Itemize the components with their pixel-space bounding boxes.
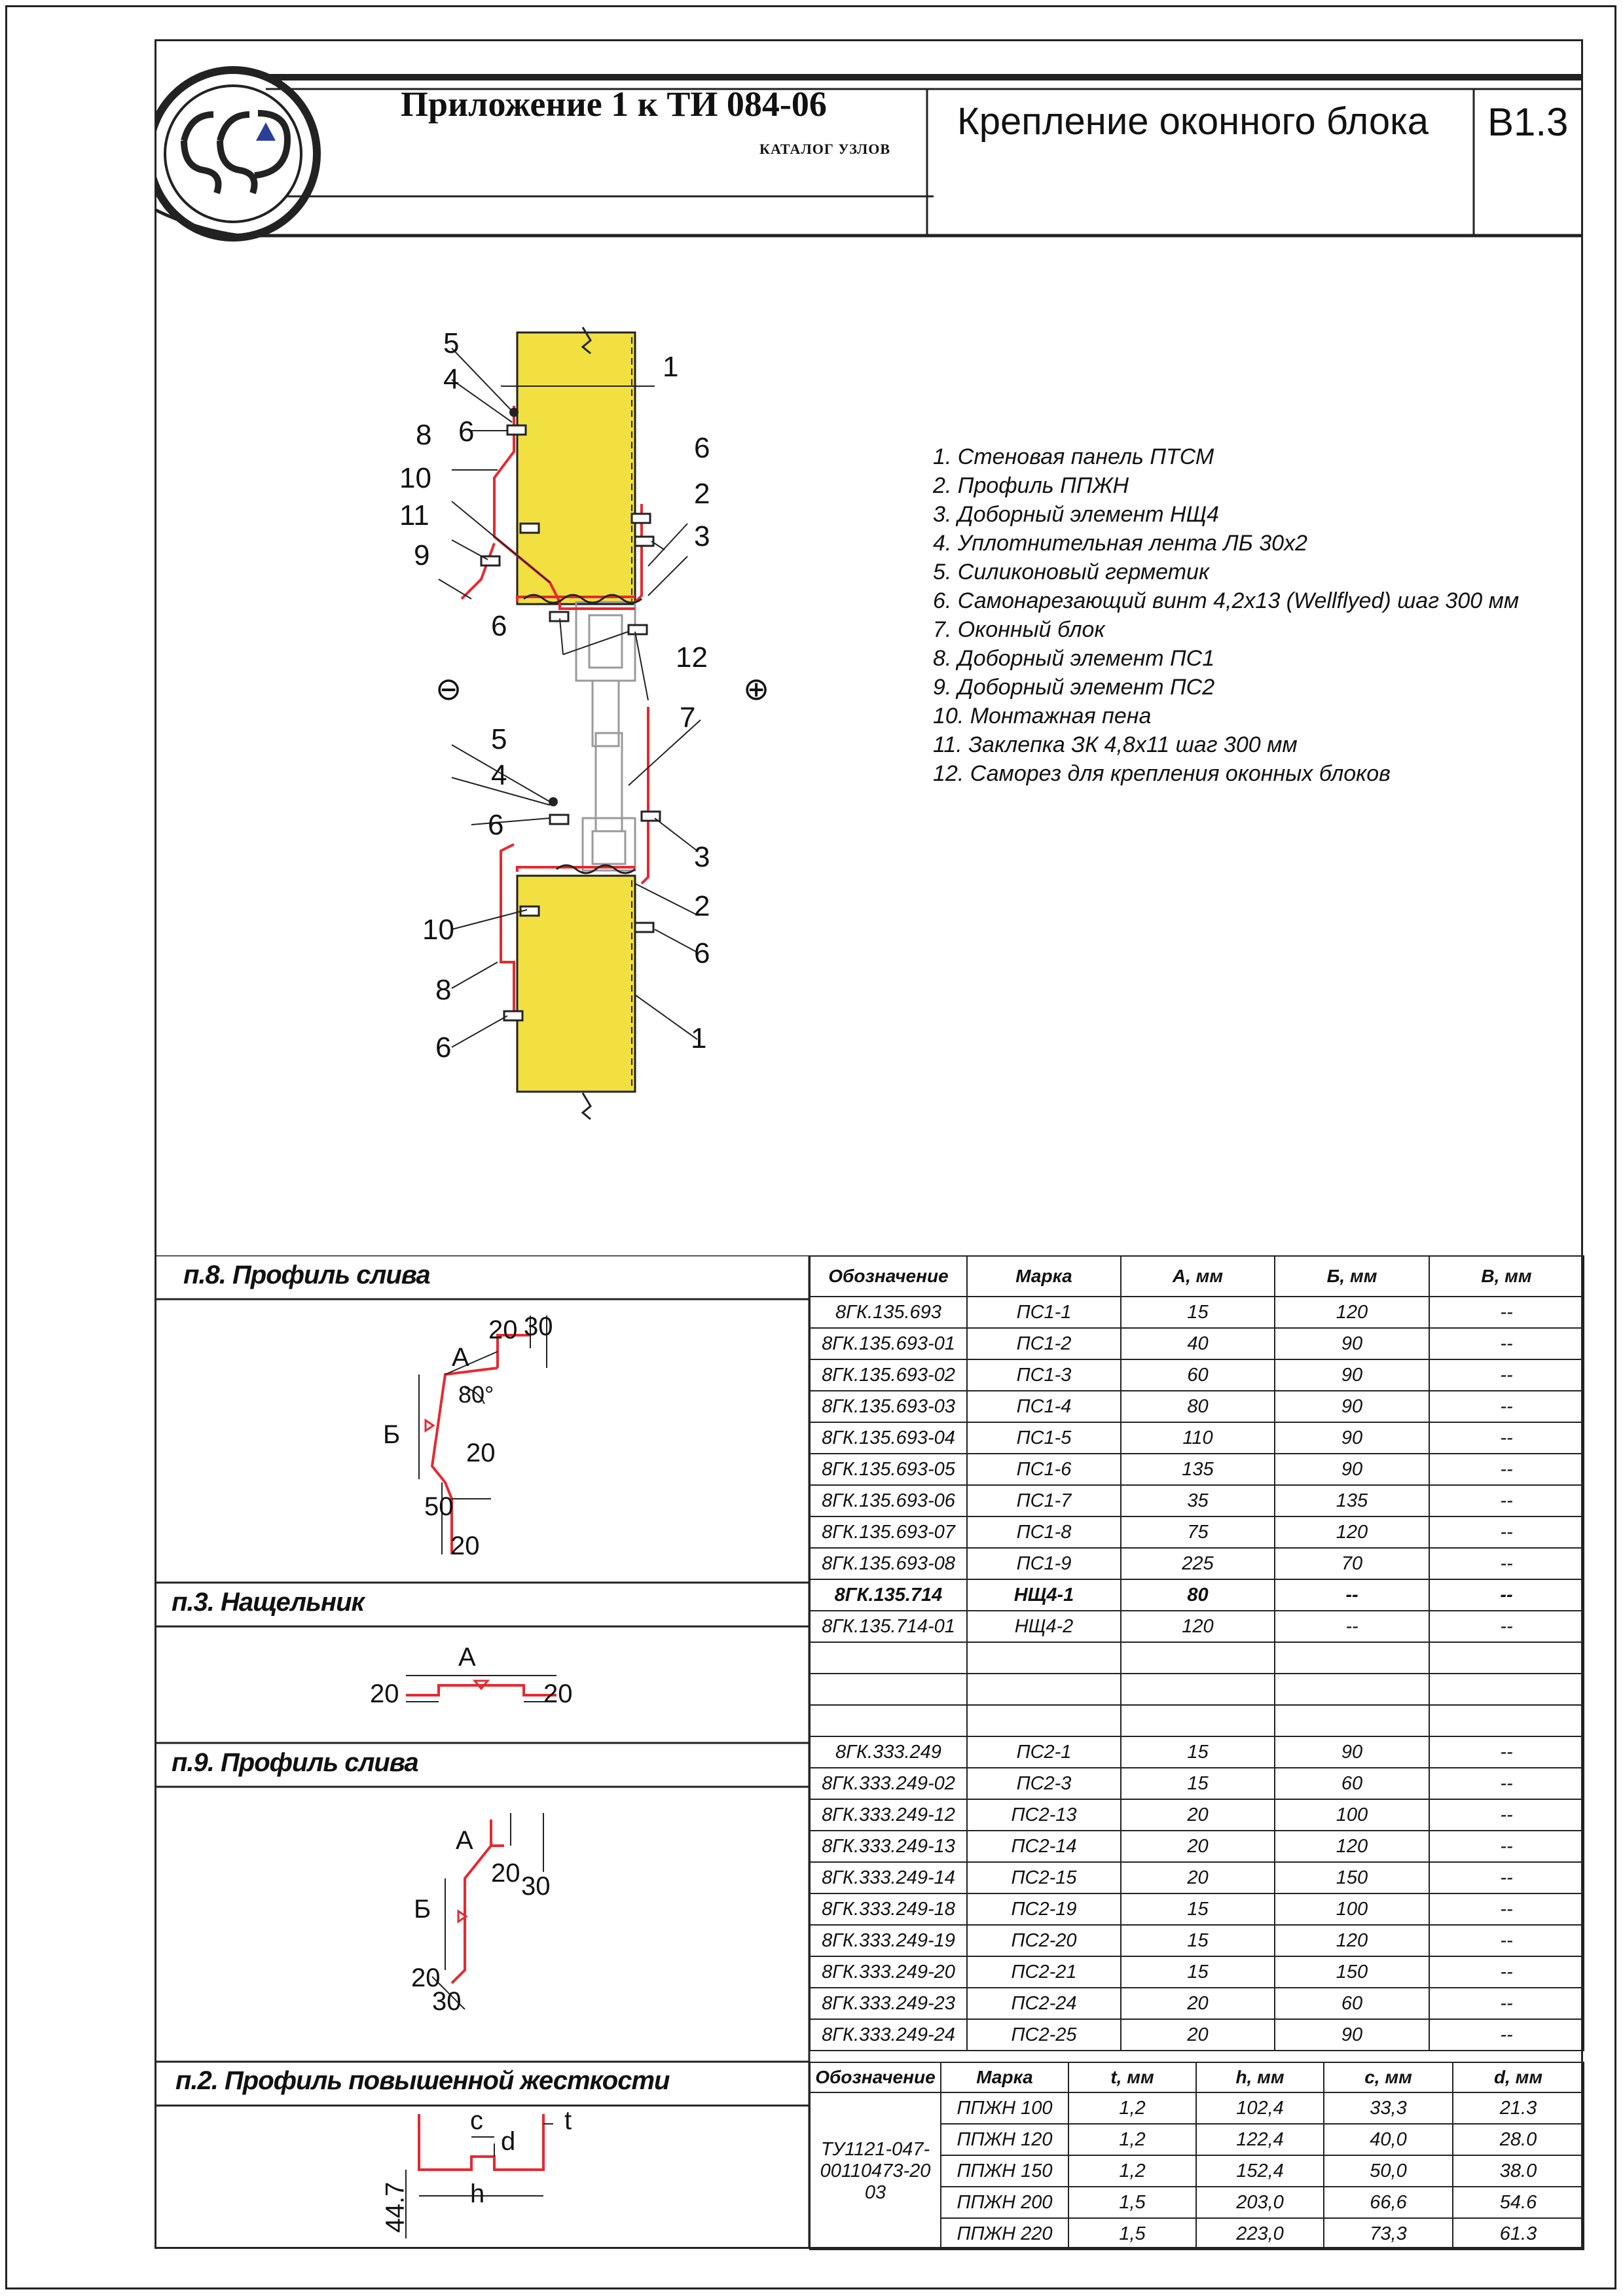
col-header: Марка [967, 1256, 1121, 1297]
table-cell: 1,2 [1068, 2092, 1196, 2124]
table-row [810, 1736, 1584, 1768]
table-cell: -- [1429, 1831, 1584, 1862]
table-cell: 223,0 [1196, 2218, 1324, 2250]
table-cell: -- [1429, 1862, 1584, 1893]
table-cell [1429, 1642, 1584, 1674]
dim-t: t [564, 2106, 572, 2135]
table-cell: 110 [1121, 1422, 1275, 1454]
col-header: Марка [941, 2062, 1068, 2092]
col-header: Обозначение [810, 2062, 941, 2092]
table-cell: 8ГК.135.693-06 [810, 1485, 967, 1516]
dim-20: 20 [450, 1532, 480, 1560]
window-block [576, 602, 635, 870]
table-cell: 8ГК.333.249-23 [810, 1988, 967, 2019]
callout-label: 9 [414, 539, 430, 571]
node-name: Крепление оконного блока [957, 100, 1429, 143]
table-cell: ПС1-5 [967, 1422, 1121, 1454]
table-cell: 100 [1275, 1893, 1429, 1925]
table-cell: 90 [1275, 1328, 1429, 1359]
callout-label: 3 [694, 520, 710, 552]
table-cell: 90 [1275, 1422, 1429, 1454]
table-cell: -- [1429, 1422, 1584, 1454]
table-cell: ПС2-19 [967, 1893, 1121, 1925]
table-cell: -- [1429, 2019, 1584, 2051]
table-cell: 15 [1121, 1893, 1275, 1925]
table-cell [967, 1642, 1121, 1674]
table-cell: 150 [1275, 1956, 1429, 1988]
dim-20: 20 [411, 1964, 441, 1992]
table-cell [1121, 1674, 1275, 1705]
legend-item: 3. Доборный элемент НЩ4 [933, 502, 1219, 527]
legend-item: 5. Силиконовый герметик [933, 560, 1209, 584]
table-cell: ПС2-24 [967, 1988, 1121, 2019]
dim-a: А [458, 1643, 476, 1672]
table-cell: 60 [1275, 1768, 1429, 1799]
catalog-subtitle: КАТАЛОГ УЗЛОВ [759, 141, 891, 157]
callout-label: 6 [488, 809, 504, 841]
table-cell: 203,0 [1196, 2187, 1324, 2218]
legend-item: 12. Саморез для крепления оконных блоков [933, 761, 1391, 786]
table-cell: 225 [1121, 1548, 1275, 1579]
table-row [810, 1422, 1584, 1454]
dim-20: 20 [466, 1439, 496, 1467]
table-cell: ППЖН 220 [941, 2218, 1068, 2250]
dim-a: А [452, 1343, 469, 1372]
table-cell: -- [1429, 1988, 1584, 2019]
section-title-ps1: п.8. Профиль слива [183, 1261, 430, 1289]
callout-label: 2 [694, 890, 710, 922]
dim-c: c [470, 2106, 483, 2135]
table-cell [967, 1674, 1121, 1705]
table-row [810, 1454, 1584, 1485]
callout-label: 7 [680, 702, 696, 734]
table-cell: 28.0 [1453, 2124, 1584, 2155]
table-cell: 73,3 [1324, 2218, 1453, 2250]
table-cell: ППЖН 150 [941, 2155, 1068, 2187]
table-cell: ПС1-3 [967, 1359, 1121, 1391]
legend-item: 10. Монтажная пена [933, 704, 1152, 728]
table-cell: ПС1-2 [967, 1328, 1121, 1359]
callout-label: 1 [691, 1022, 707, 1054]
table-cell: 120 [1275, 1297, 1429, 1328]
legend-item: 2. Профиль ППЖН [933, 473, 1129, 498]
table-cell: 54.6 [1453, 2187, 1584, 2218]
dim-44-7: 44.7 [380, 2181, 410, 2233]
table-cell: 8ГК.135.714 [810, 1579, 967, 1611]
col-header: Б, мм [1275, 1256, 1429, 1297]
table-cell: 15 [1121, 1768, 1275, 1799]
table-cell: -- [1429, 1956, 1584, 1988]
table-cell: ПС1-9 [967, 1548, 1121, 1579]
section-title-ps2: п.9. Профиль слива [172, 1748, 418, 1777]
table-cell: -- [1429, 1328, 1584, 1359]
ppzhn-spec-table [809, 2062, 1584, 2250]
table-cell: 8ГК.135.693-04 [810, 1422, 967, 1454]
sheet-code: В1.3 [1487, 100, 1569, 144]
table-cell: 90 [1275, 2019, 1429, 2051]
table-cell: 90 [1275, 1736, 1429, 1768]
table-cell: 100 [1275, 1799, 1429, 1831]
col-header: Обозначение [810, 1256, 967, 1297]
callout-label: 3 [694, 841, 710, 873]
table-cell: НЩ4-2 [967, 1611, 1121, 1642]
section-title-nsh4: п.3. Нащельник [172, 1588, 364, 1617]
table-cell: 8ГК.135.693-07 [810, 1516, 967, 1548]
table-row [810, 2019, 1584, 2051]
callout-label: 6 [491, 610, 507, 642]
table-row [810, 1642, 1584, 1674]
table-cell: 135 [1275, 1485, 1429, 1516]
callout-label: 12 [676, 641, 708, 673]
table-cell: 80 [1121, 1579, 1275, 1611]
nsh4-profile-sketch [367, 1649, 615, 1715]
table-cell: -- [1275, 1611, 1429, 1642]
table-row [810, 1705, 1584, 1736]
table-cell: 8ГК.135.693-03 [810, 1391, 967, 1422]
title-underline [155, 209, 1583, 236]
table-cell: -- [1429, 1297, 1584, 1328]
table-cell: 150 [1275, 1862, 1429, 1893]
dim-b: Б [383, 1420, 401, 1449]
table-cell: -- [1429, 1768, 1584, 1799]
table-row [810, 1768, 1584, 1799]
table-cell: 15 [1121, 1297, 1275, 1328]
dim-20: 20 [543, 1679, 573, 1708]
table-cell: 8ГК.135.693-08 [810, 1548, 967, 1579]
table-cell: -- [1429, 1925, 1584, 1956]
table-row [810, 1831, 1584, 1862]
table-cell: 8ГК.333.249-20 [810, 1956, 967, 1988]
callout-label: 6 [694, 432, 710, 464]
table-cell: 8ГК.333.249-02 [810, 1768, 967, 1799]
table-cell: ПС2-14 [967, 1831, 1121, 1862]
table-cell: 15 [1121, 1736, 1275, 1768]
table-cell: -- [1429, 1454, 1584, 1485]
dim-30: 30 [521, 1872, 551, 1901]
window-unit-section-drawing [367, 308, 838, 1145]
callout-label: 6 [694, 937, 710, 969]
table-cell [1121, 1642, 1275, 1674]
table-cell: 70 [1275, 1548, 1429, 1579]
table-cell: 20 [1121, 1799, 1275, 1831]
dim-d: d [501, 2127, 516, 2156]
callout-label: 10 [399, 462, 431, 494]
table-cell: 152,4 [1196, 2155, 1324, 2187]
table-cell: 90 [1275, 1454, 1429, 1485]
callout-label: 8 [416, 419, 432, 451]
table-cell: 60 [1275, 1988, 1429, 2019]
company-logo [155, 70, 317, 238]
legend-item: 6. Самонарезающий винт 4,2х13 (Wellflyed) шаг 300 мм [933, 588, 1520, 613]
table-cell: 8ГК.333.249-13 [810, 1831, 967, 1862]
table-cell [1275, 1674, 1429, 1705]
col-header: В, мм [1429, 1256, 1584, 1297]
table-row [810, 1485, 1584, 1516]
table-cell: 120 [1275, 1831, 1429, 1862]
table-cell: 8ГК.135.693-01 [810, 1328, 967, 1359]
table-cell: 21.3 [1453, 2092, 1584, 2124]
table-row [810, 1956, 1584, 1988]
table-cell: 1,2 [1068, 2155, 1196, 2187]
table-cell: ПС2-1 [967, 1736, 1121, 1768]
table-cell [1429, 1705, 1584, 1736]
table-cell: ПС1-8 [967, 1516, 1121, 1548]
dim-h: h [470, 2179, 485, 2208]
table-row [810, 1516, 1584, 1548]
table-cell: ПС1-4 [967, 1391, 1121, 1422]
table-cell: ПС2-3 [967, 1768, 1121, 1799]
dim-20: 20 [370, 1679, 399, 1708]
table-cell [1121, 1705, 1275, 1736]
table-cell: НЩ4-1 [967, 1579, 1121, 1611]
appendix-title: Приложение 1 к ТИ 084-06 [401, 84, 827, 124]
table-cell: -- [1275, 1579, 1429, 1611]
table-row [810, 1579, 1584, 1611]
dim-b: Б [414, 1895, 431, 1924]
table-cell: 8ГК.333.249-24 [810, 2019, 967, 2051]
callout-label: 11 [399, 499, 429, 531]
table-cell: 8ГК.333.249-19 [810, 1925, 967, 1956]
table-cell [810, 1674, 967, 1705]
callout-label: 4 [491, 759, 507, 791]
table-header-row [810, 1256, 1584, 1297]
table-cell [810, 1642, 967, 1674]
table-row [810, 1611, 1584, 1642]
table-row [810, 1674, 1584, 1705]
table-cell: -- [1429, 1391, 1584, 1422]
legend-list [933, 442, 1519, 788]
table-cell: 40,0 [1324, 2124, 1453, 2155]
table-row [810, 1328, 1584, 1359]
table-cell: ППЖН 120 [941, 2124, 1068, 2155]
table-row [810, 1925, 1584, 1956]
col-header: А, мм [1121, 1256, 1275, 1297]
dim-30: 30 [432, 1987, 462, 2016]
dim-20: 20 [491, 1859, 520, 1888]
col-header: t, мм [1068, 2062, 1196, 2092]
table-cell: 50,0 [1324, 2155, 1453, 2187]
table-cell: ПС1-7 [967, 1485, 1121, 1516]
table-cell: 8ГК.135.714-01 [810, 1611, 967, 1642]
dim-angle: 80° [458, 1381, 494, 1408]
table-cell: -- [1429, 1799, 1584, 1831]
table-cell: 33,3 [1324, 2092, 1453, 2124]
table-row [810, 1988, 1584, 2019]
table-cell: 8ГК.333.249-18 [810, 1893, 967, 1925]
table-row [810, 1391, 1584, 1422]
table-cell: 20 [1121, 2019, 1275, 2051]
sealant-lower [549, 797, 558, 806]
dim-a: А [456, 1826, 473, 1855]
section-title-ppzhn: п.2. Профиль повышенной жесткости [175, 2066, 670, 2095]
table-cell: ПС2-13 [967, 1799, 1121, 1831]
table-cell: ПС2-25 [967, 2019, 1121, 2051]
table-cell: 20 [1121, 1862, 1275, 1893]
table-cell: 1,5 [1068, 2218, 1196, 2250]
table-cell [967, 1705, 1121, 1736]
table-cell: 61.3 [1453, 2218, 1584, 2250]
table-row [810, 2092, 1584, 2124]
legend-item: 7. Оконный блок [933, 617, 1105, 642]
table-cell: ПС1-1 [967, 1297, 1121, 1328]
callout-label: 6 [435, 1031, 452, 1064]
table-cell: 80 [1121, 1391, 1275, 1422]
table-cell: -- [1429, 1893, 1584, 1925]
callout-label: 2 [694, 478, 710, 510]
callout-label: 5 [443, 327, 460, 359]
table-cell: -- [1429, 1736, 1584, 1768]
table-cell: 120 [1275, 1925, 1429, 1956]
table-cell: 8ГК.135.693-02 [810, 1359, 967, 1391]
table-cell: ППЖН 200 [941, 2187, 1068, 2218]
table-row [810, 1893, 1584, 1925]
table-cell [810, 1705, 967, 1736]
table-cell: 15 [1121, 1956, 1275, 1988]
table-header-row [810, 2062, 1584, 2092]
table-cell: 90 [1275, 1359, 1429, 1391]
table-cell [1429, 1674, 1584, 1705]
legend-item: 1. Стеновая панель ПТСМ [933, 444, 1214, 469]
table-row [810, 1862, 1584, 1893]
table-cell: 1,5 [1068, 2187, 1196, 2218]
callout-label: 5 [491, 723, 507, 755]
dim-30: 30 [524, 1312, 553, 1341]
table-cell [1275, 1642, 1429, 1674]
legend-item: 4. Уплотнительная лента ЛБ 30х2 [933, 531, 1307, 556]
table-cell: -- [1429, 1548, 1584, 1579]
table-cell: -- [1429, 1485, 1584, 1516]
table-cell: 120 [1275, 1516, 1429, 1548]
legend-item: 8. Доборный элемент ПС1 [933, 646, 1215, 671]
profile-spec-table [809, 1255, 1584, 2051]
table-cell: 20 [1121, 1831, 1275, 1862]
table-row [810, 1548, 1584, 1579]
table-cell: 66,6 [1324, 2187, 1453, 2218]
dim-50: 50 [424, 1492, 454, 1521]
table-cell: 90 [1275, 1391, 1429, 1422]
designation-cell: ТУ1121-047-00110473-2003 [810, 2092, 941, 2250]
callout-label: 1 [663, 351, 679, 383]
upper-wall-panel [517, 332, 635, 604]
table-cell: 40 [1121, 1328, 1275, 1359]
table-cell: ПС2-15 [967, 1862, 1121, 1893]
table-cell: -- [1429, 1611, 1584, 1642]
col-header: d, мм [1453, 2062, 1584, 2092]
table-cell: 8ГК.333.249-12 [810, 1799, 967, 1831]
col-header: h, мм [1196, 2062, 1324, 2092]
table-cell: 135 [1121, 1454, 1275, 1485]
table-cell: 20 [1121, 1988, 1275, 2019]
table-cell: 35 [1121, 1485, 1275, 1516]
table-cell: 38.0 [1453, 2155, 1584, 2187]
table-cell: 60 [1121, 1359, 1275, 1391]
table-cell: 75 [1121, 1516, 1275, 1548]
table-cell: 120 [1121, 1611, 1275, 1642]
plus-sign: ⊕ [743, 672, 770, 707]
table-cell: -- [1429, 1579, 1584, 1611]
table-cell: ППЖН 100 [941, 2092, 1068, 2124]
callout-label: 6 [458, 416, 475, 448]
table-cell: 102,4 [1196, 2092, 1324, 2124]
table-cell: 1,2 [1068, 2124, 1196, 2155]
callout-label: 4 [443, 363, 460, 395]
table-cell [1275, 1705, 1429, 1736]
table-cell: 8ГК.333.249-14 [810, 1862, 967, 1893]
table-cell: -- [1429, 1516, 1584, 1548]
callout-label: 8 [435, 974, 452, 1006]
table-cell: ПС1-6 [967, 1454, 1121, 1485]
legend-item: 11. Заклепка ЗК 4,8х11 шаг 300 мм [933, 732, 1298, 757]
dim-20: 20 [488, 1316, 518, 1344]
table-row [810, 1297, 1584, 1328]
callout-label: 10 [422, 914, 454, 946]
table-cell: ПС2-21 [967, 1956, 1121, 1988]
table-row [810, 1359, 1584, 1391]
col-header: c, мм [1324, 2062, 1453, 2092]
minus-sign: ⊖ [435, 672, 462, 707]
table-cell: ПС2-20 [967, 1925, 1121, 1956]
table-cell: 122,4 [1196, 2124, 1324, 2155]
table-cell: 8ГК.135.693 [810, 1297, 967, 1328]
table-row [810, 1799, 1584, 1831]
table-cell: 8ГК.333.249 [810, 1736, 967, 1768]
table-cell: 8ГК.135.693-05 [810, 1454, 967, 1485]
table-cell: -- [1429, 1359, 1584, 1391]
legend-item: 9. Доборный элемент ПС2 [933, 675, 1215, 700]
table-cell: 15 [1121, 1925, 1275, 1956]
